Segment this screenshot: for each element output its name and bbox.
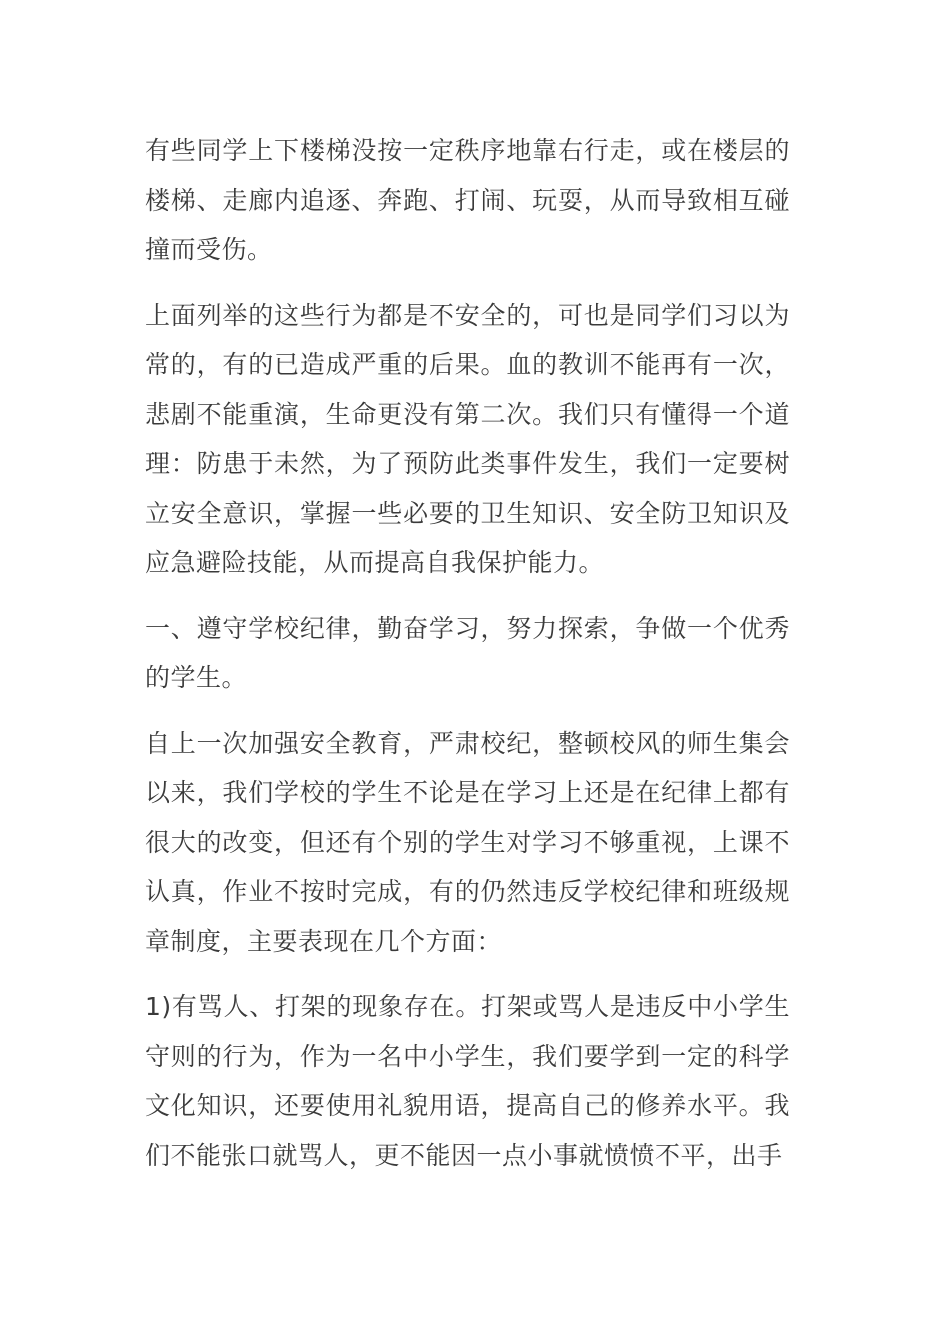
paragraph-safety-awareness: 上面列举的这些行为都是不安全的，可也是同学们习以为常的，有的已造成严重的后果。血的教训不能再有一次，悲剧不能重演，生命更没有第二次。我们只有懂得一个道理：防患于未然，为了预防此类事件发生，我们一定要树立安全意识，掌握一些必要的卫生知识、安全防卫知识及应急避险技能，从而提高自我保护能力。 <box>145 300 790 577</box>
paragraph-stair-safety: 有些同学上下楼梯没按一定秩序地靠右行走，或在楼层的楼梯、走廊内追逐、奔跑、打闹、玩耍，从而导致相互碰撞而受伤。 <box>145 136 790 264</box>
section-heading-discipline: 一、遵守学校纪律，勤奋学习，努力探索，争做一个优秀的学生。 <box>145 613 790 692</box>
paragraph-item-1-fighting: 1)有骂人、打架的现象存在。打架或骂人是违反中小学生守则的行为，作为一名中小学生，我们要学到一定的科学文化知识，还要使用礼貌用语，提高自己的修养水平。我们不能张口就骂人，更不能因一点小事就愤愤不平，出手 <box>145 992 790 1170</box>
document-body <box>145 126 790 1196</box>
paragraph-school-discipline: 自上一次加强安全教育，严肃校纪，整顿校风的师生集会以来，我们学校的学生不论是在学习上还是在纪律上都有很大的改变，但还有个别的学生对学习不够重视，上课不认真，作业不按时完成，有的仍然违反学校纪律和班级规章制度，主要表现在几个方面： <box>145 728 790 956</box>
